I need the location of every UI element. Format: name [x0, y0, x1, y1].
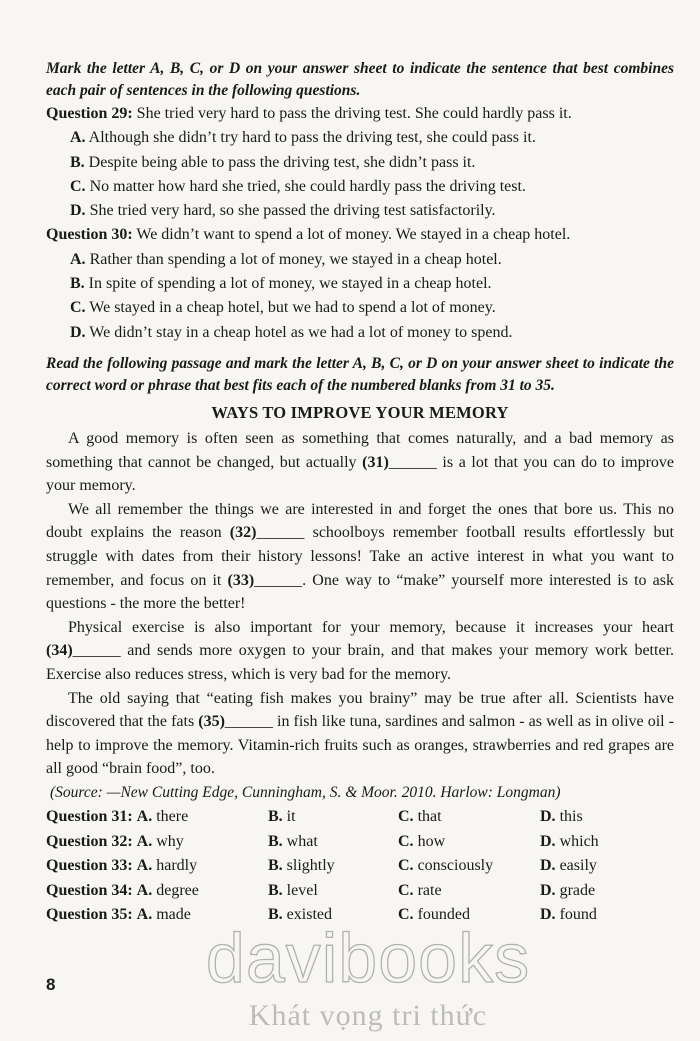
- paragraph-text: ______ is a lot that you can do to improve your memory.: [46, 453, 675, 495]
- option-letter: B.: [268, 832, 283, 850]
- option-text: slightly: [282, 857, 335, 875]
- paragraph-text: A good memory is often seen as something that comes naturally, and a bad memory as something that cannot be changed, but actually: [46, 429, 674, 471]
- question-text: We didn’t want to spend a lot of money. We stayed in a cheap hotel.: [132, 226, 571, 244]
- answer-row: [46, 878, 674, 903]
- question-text: She tried very hard to pass the driving test. She could hardly pass it.: [132, 105, 572, 122]
- option-letter: B.: [70, 153, 85, 171]
- paragraph-text: ______ schoolboys remember football results effortlessly but struggle with dates from their history lessons! Take an active interest in what you want to remember, and focus on it: [46, 524, 674, 589]
- answer-question-label: Question 34:: [46, 881, 133, 899]
- option-letter: A.: [136, 808, 153, 826]
- passage-paragraph-4: [46, 687, 674, 781]
- option-letter: B.: [268, 808, 283, 826]
- option-letter: C.: [398, 857, 414, 875]
- option-text: Although she didn’t try hard to pass the driving test, she could pass it.: [85, 129, 536, 147]
- blank-number: (31): [362, 453, 389, 471]
- section1-instruction: Mark the letter A, B, C, or D on your answer sheet to indicate the sentence that best combines each pair of sentences in the following questions.: [46, 60, 674, 99]
- option-text: founded: [413, 906, 470, 924]
- paragraph-text: Physical exercise is also important for your memory, because it increases your heart: [68, 618, 674, 636]
- option-text: how: [413, 832, 446, 850]
- page-number: 8: [46, 975, 56, 994]
- option-text: hardly: [152, 857, 198, 875]
- option-text: it: [282, 808, 296, 826]
- question-label: Question 30:: [46, 226, 133, 244]
- source-citation: (Source: —New Cutting Edge, Cunningham, S. & Moor. 2010. Harlow: Longman): [50, 783, 561, 801]
- paragraph-text: ______ in fish like tuna, sardines and salmon - as well as in olive oil - help to improve the memory. Vitamin-rich fruits such as oranges, strawberries and red grapes are all good “brain food”, too.: [46, 713, 675, 778]
- option-letter: B.: [268, 906, 283, 924]
- option-text: this: [555, 808, 583, 826]
- paragraph-text: The old saying that “eating fish makes you brainy” may be true after all. Scientists have discovered that the fats: [46, 689, 674, 731]
- option-letter: A.: [136, 857, 153, 875]
- option-letter: D.: [70, 202, 86, 220]
- option-letter: C.: [398, 808, 414, 826]
- option-letter: D.: [540, 857, 556, 875]
- option-text: We stayed in a cheap hotel, but we had to spend a lot of money.: [85, 299, 496, 317]
- option-letter: C.: [398, 906, 414, 924]
- option-letter: C.: [70, 299, 86, 317]
- spacer: [46, 345, 674, 353]
- option: [70, 272, 674, 296]
- option: [70, 248, 674, 272]
- option-text: grade: [555, 881, 596, 899]
- option-letter: D.: [70, 323, 86, 341]
- option-letter: B.: [70, 275, 85, 293]
- option-text: Despite being able to pass the driving test, she didn’t pass it.: [84, 153, 476, 171]
- option-letter: B.: [268, 857, 283, 875]
- option: [70, 126, 674, 150]
- page-content: [46, 58, 674, 927]
- question-label: Question 29:: [46, 105, 133, 122]
- paragraph-text: ______. One way to “make” yourself more interested is to ask questions - the more the better!: [46, 571, 674, 613]
- paragraph-text: ______ and sends more oxygen to your brain, and that makes your memory work better. Exercise also reduces stress, which is very bad for the memory.: [46, 642, 674, 683]
- option: [70, 199, 674, 223]
- option-text: consciously: [413, 857, 494, 875]
- answer-question-label: Question 35:: [46, 906, 133, 924]
- answer-row: [46, 829, 674, 854]
- option-text: She tried very hard, so she passed the driving test satisfactorily.: [85, 202, 496, 220]
- option-text: Rather than spending a lot of money, we stayed in a cheap hotel.: [85, 250, 502, 268]
- option-text: what: [282, 832, 318, 850]
- blank-number: (35): [198, 713, 225, 731]
- option-letter: D.: [540, 808, 556, 826]
- option-text: rate: [413, 881, 442, 899]
- option-letter: A.: [70, 129, 86, 147]
- answer-row: [46, 854, 674, 879]
- option-letter: C.: [398, 881, 414, 899]
- option-text: easily: [555, 857, 597, 875]
- option: [70, 321, 674, 345]
- option: [70, 151, 674, 175]
- section2-instruction: Read the following passage and mark the letter A, B, C, or D on your answer sheet to indicate the correct word or phrase that best fits each of the numbered blanks from 31 to 35.: [46, 354, 674, 394]
- option-text: there: [152, 808, 189, 826]
- option: [70, 175, 674, 199]
- option-letter: C.: [398, 832, 414, 850]
- passage-title: WAYS TO IMPROVE YOUR MEMORY: [211, 402, 509, 422]
- passage-paragraph-1: [46, 427, 674, 498]
- option-text: We didn’t stay in a cheap hotel as we had a lot of money to spend.: [85, 323, 513, 341]
- option-letter: D.: [540, 832, 556, 850]
- answer-options-table: [46, 805, 674, 928]
- option-text: which: [555, 832, 599, 850]
- answer-row: [46, 805, 674, 830]
- option-text: In spite of spending a lot of money, we stayed in a cheap hotel.: [84, 275, 492, 293]
- blank-number: (32): [229, 524, 257, 542]
- option: [70, 296, 674, 320]
- answer-question-label: Question 33:: [46, 857, 133, 875]
- passage-paragraph-3: [46, 616, 674, 687]
- passage-paragraph-2: [46, 498, 674, 616]
- option-text: that: [413, 808, 442, 826]
- answer-question-label: Question 32:: [46, 832, 133, 850]
- option-text: why: [152, 832, 184, 850]
- option-text: made: [152, 906, 191, 924]
- option-letter: C.: [70, 177, 86, 195]
- option-text: found: [555, 906, 597, 924]
- option-letter: A.: [136, 906, 153, 924]
- option-letter: D.: [540, 906, 556, 924]
- option-letter: A.: [70, 250, 86, 268]
- option-text: level: [282, 881, 318, 899]
- option-letter: D.: [540, 881, 556, 899]
- blank-number: (34): [46, 642, 73, 660]
- watermark-logo: davibooks: [205, 919, 531, 997]
- paragraph-text: We all remember the things we are interested in and forget the ones that bore us. This no doubt explains the reason: [46, 500, 674, 542]
- question-29: [46, 102, 674, 126]
- option-letter: B.: [268, 881, 283, 899]
- option-letter: A.: [136, 832, 153, 850]
- answer-question-label: Question 31:: [46, 808, 133, 826]
- watermark-slogan: Khát vọng tri thức: [248, 999, 488, 1032]
- question-30: [46, 223, 674, 247]
- option-text: existed: [282, 906, 332, 924]
- option-text: No matter how hard she tried, she could hardly pass the driving test.: [85, 177, 526, 195]
- blank-number: (33): [227, 571, 255, 589]
- option-letter: A.: [136, 881, 153, 899]
- option-text: degree: [152, 881, 199, 899]
